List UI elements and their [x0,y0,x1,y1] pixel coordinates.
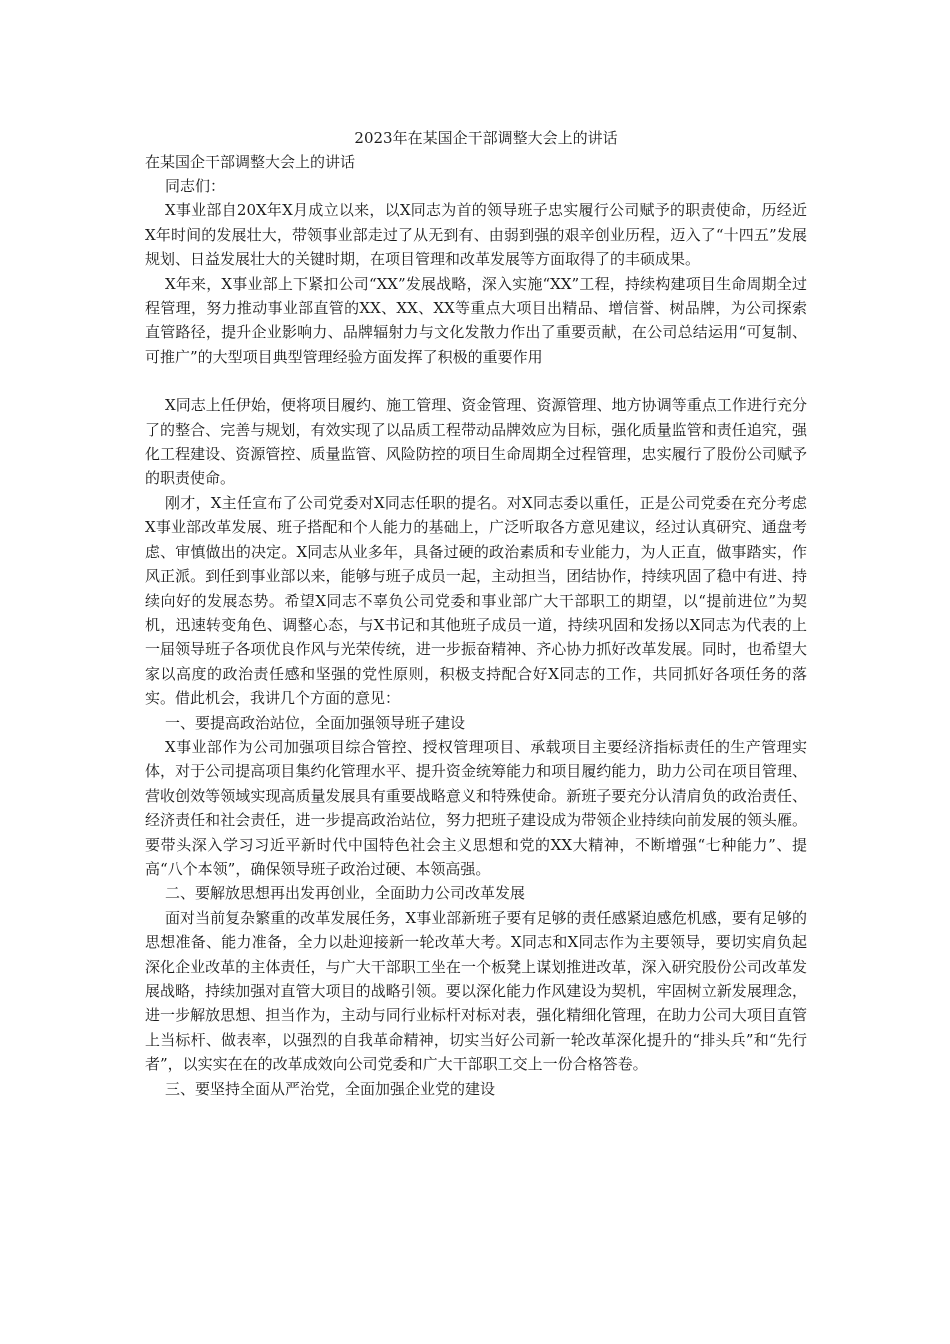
section-heading-2: 二、要解放思想再出发再创业，全面助力公司改革发展 [165,884,526,903]
greeting: 同志们： [165,177,226,195]
blank-line [145,369,807,393]
document-body [145,126,807,1101]
paragraph-intro: X事业部自20X年X月成立以来，以X同志为首的领导班子忠实履行公司赋予的职责使命，历经近X年时间的发展壮大，带领事业部走过了从无到有、由弱到强的艰辛创业历程，迈入了“十四五”发展规划、日益发展壮大的关键时期，在项目管理和改革发展等方面取得了的丰硕成果。 [145,201,807,269]
speech-subtitle: 在某国企干部调整大会上的讲话 [145,153,356,171]
section-heading-1: 一、要提高政治站位，全面加强领导班子建设 [165,713,466,732]
section-text-1: X事业部作为公司加强项目综合管控、授权管理项目、承载项目主要经济指标责任的生产管理实体，对于公司提高项目集约化管理水平、提升资金统筹能力和项目履约能力，助力公司在项目管理、营收创效等领域实现高质量发展具有重要战略意义和特殊使命。新班子要充分认清肩负的政治责任、经济责任和社会责任，进一步提高政治站位，努力把班子建设成为带领企业持续向前发展的领头雁。要带头深入学习习近平新时代中国特色社会主义思想和党的XX大精神，不断增强“七种能力”、提高“八个本领”，确保领导班子政治过硬、本领高强。 [145,737,807,878]
document-title: 2023年在某国企干部调整大会上的讲话 [354,129,618,147]
paragraph-leader-work: X同志上任伊始，便将项目履约、施工管理、资金管理、资源管理、地方协调等重点工作进行充分了的整合、完善与规划，有效实现了以品质工程带动品牌效应为目标，强化质量监管和责任追究，强化工程建设、资源管控、质量监管、风险防控的项目生命周期全过程管理，忠实履行了股份公司赋予的职责使命。 [145,396,807,488]
section-text-2: 面对当前复杂繁重的改革发展任务，X事业部新班子要有足够的责任感紧迫感危机感，要有足够的思想准备、能力准备，全力以赴迎接新一轮改革大考。X同志和X同志作为主要领导，要切实肩负起深化企业改革的主体责任，与广大干部职工坐在一个板凳上谋划推进改革，深入研究股份公司改革发展战略，持续加强对直管大项目的战略引领。要以深化能力作风建设为契机，牢固树立新发展理念，进一步解放思想、担当作为，主动与同行业标杆对标对表，强化精细化管理，在助力公司大项目直管上当标杆、做表率，以强烈的自我革命精神，切实当好公司新一轮改革深化提升的“排头兵”和“先行者”，以实实在在的改革成效向公司党委和广大干部职工交上一份合格答卷。 [145,908,807,1074]
paragraph-achievements: X年来，X事业部上下紧扣公司“XX”发展战略，深入实施“XX”工程，持续构建项目生命周期全过程管理，努力推动事业部直管的XX、XX、XX等重点大项目出精品、增信誉、树品牌，为公司探索直管路径，提升企业影响力、品牌辐射力与文化发散力作出了重要贡献，在公司总结运用“可复制、可推广”的大型项目典型管理经验方面发挥了积极的重要作用 [145,274,807,366]
section-heading-3: 三、要坚持全面从严治党，全面加强企业党的建设 [165,1079,496,1098]
paragraph-appointment: 刚才，X主任宣布了公司党委对X同志任职的提名。对X同志委以重任，正是公司党委在充分考虑X事业部改革发展、班子搭配和个人能力的基础上，广泛听取各方意见建议，经过认真研究、通盘考虑、审慎做出的决定。X同志从业多年，具备过硬的政治素质和专业能力，为人正直，做事踏实，作风正派。到任到事业部以来，能够与班子成员一起，主动担当，团结协作，持续巩固了稳中有进、持续向好的发展态势。希望X同志不辜负公司党委和事业部广大干部职工的期望，以“提前进位”为契机，迅速转变角色、调整心态，与X书记和其他班子成员一道，持续巩固和发扬以X同志为代表的上一届领导班子各项优良作风与光荣传统，进一步振奋精神、齐心协力抓好改革发展。同时，也希望大家以高度的政治责任感和坚强的党性原则，积极支持配合好X同志的工作，共同抓好各项任务的落实。借此机会，我讲几个方面的意见： [145,493,807,708]
